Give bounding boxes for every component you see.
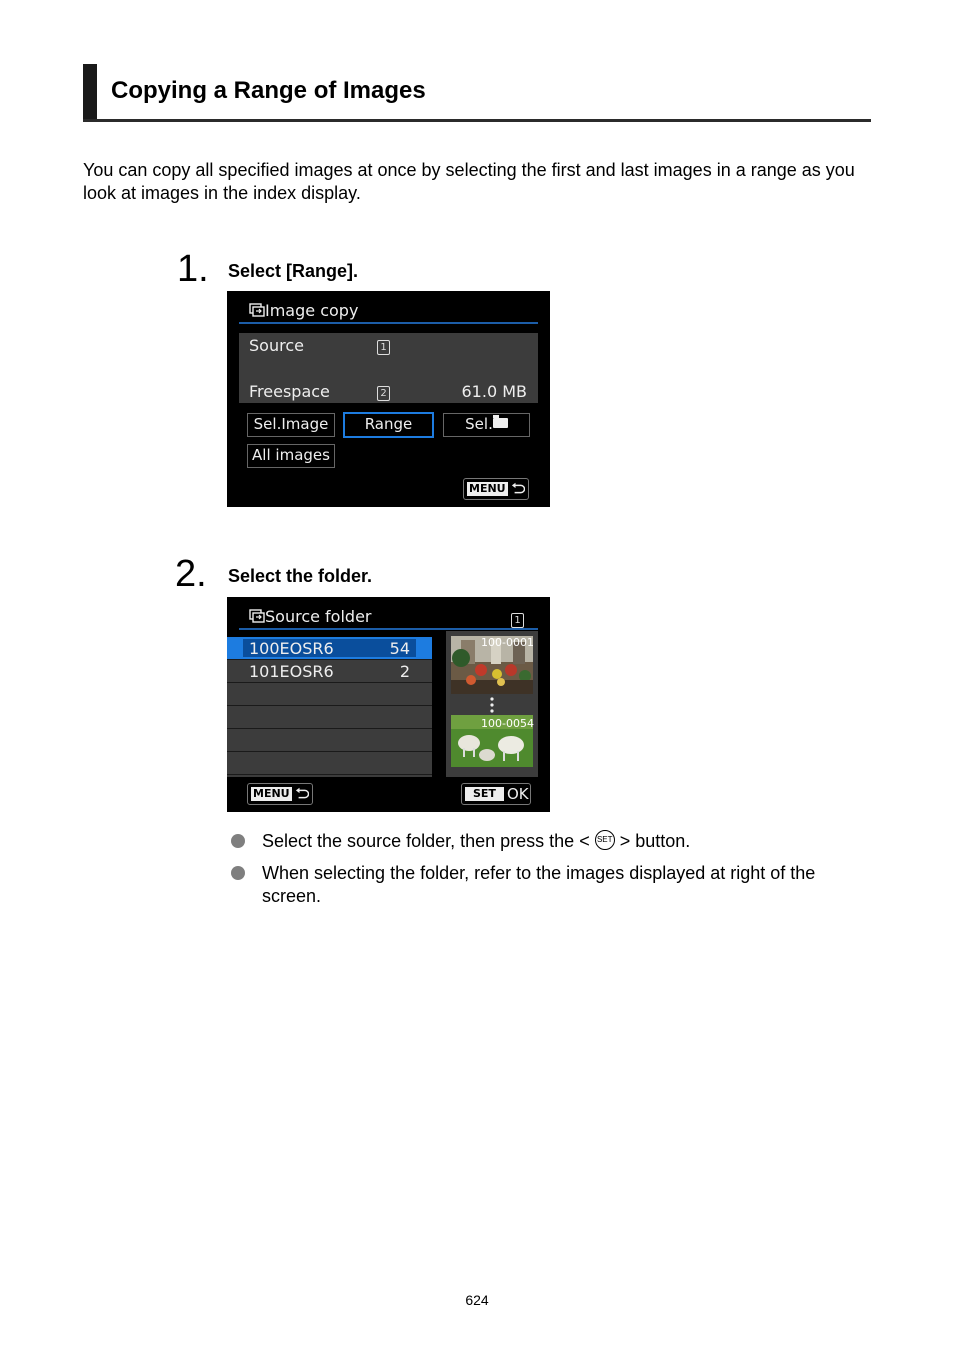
intro-paragraph: You can copy all specified images at once by selecting the first and last images in a range as you look at images in the index display. bbox=[83, 160, 855, 203]
menu-back-button[interactable] bbox=[463, 478, 529, 500]
ok-label: OK bbox=[506, 785, 529, 803]
page-number: 624 bbox=[465, 1292, 489, 1308]
empty-row bbox=[227, 752, 432, 775]
set-ok-button[interactable] bbox=[461, 783, 531, 805]
folder-list bbox=[227, 637, 432, 777]
bullet-1-post: > button. bbox=[619, 831, 691, 851]
title-rule bbox=[239, 322, 538, 324]
folder-name: 100EOSR6 bbox=[249, 639, 334, 658]
folder-row[interactable] bbox=[227, 660, 432, 683]
empty-row bbox=[227, 706, 432, 729]
source-folder-title bbox=[249, 607, 371, 626]
menu-label: MENU bbox=[469, 482, 506, 495]
step-2-label: Select the folder. bbox=[228, 566, 373, 586]
freespace-value: 61.0 MB bbox=[461, 382, 527, 401]
source-folder-screen bbox=[227, 597, 550, 812]
first-image-number: 100-0001 bbox=[481, 636, 534, 649]
last-image-number: 100-0054 bbox=[481, 717, 534, 730]
freespace-card-icon: 2 bbox=[377, 381, 390, 401]
ellipsis-icon bbox=[489, 697, 495, 713]
folder-row[interactable] bbox=[227, 637, 432, 660]
set-label: SET bbox=[465, 787, 504, 801]
folder-count: 54 bbox=[389, 639, 410, 658]
bullet-dot bbox=[231, 834, 245, 848]
step-1-number: 1. bbox=[177, 248, 209, 290]
bullet-1-pre: Select the source folder, then press the < bbox=[262, 831, 590, 851]
step-2-number: 2. bbox=[175, 553, 207, 595]
image-copy-title bbox=[249, 301, 358, 320]
folder-count: 2 bbox=[399, 662, 410, 681]
menu-label: MENU bbox=[253, 787, 290, 800]
return-icon bbox=[511, 482, 525, 496]
section-heading bbox=[83, 64, 871, 122]
return-icon bbox=[295, 787, 309, 801]
thumbnail-panel bbox=[446, 631, 538, 777]
folder-name: 101EOSR6 bbox=[249, 662, 334, 681]
title-rule bbox=[239, 628, 538, 630]
image-copy-screen bbox=[227, 291, 550, 507]
image-copy-title-text: Image copy bbox=[265, 301, 359, 320]
card-icon: 1 bbox=[511, 608, 524, 628]
folder-icon bbox=[493, 418, 508, 428]
all-images-button[interactable]: All images bbox=[247, 444, 335, 468]
step-1-label: Select [Range]. bbox=[228, 261, 359, 281]
copy-icon bbox=[249, 303, 265, 317]
bullet-dot bbox=[231, 866, 245, 880]
sel-image-button[interactable]: Sel.Image bbox=[247, 413, 335, 437]
set-button-icon: SET bbox=[595, 830, 615, 850]
bullet-text-1 bbox=[262, 830, 872, 853]
empty-row bbox=[227, 683, 432, 706]
empty-row bbox=[227, 729, 432, 752]
range-button[interactable]: Range bbox=[343, 412, 434, 438]
menu-back-button[interactable] bbox=[247, 783, 313, 805]
info-panel bbox=[239, 333, 538, 403]
sel-folder-label: Sel. bbox=[465, 415, 493, 433]
copy-icon bbox=[249, 609, 265, 623]
sel-folder-button[interactable] bbox=[443, 413, 530, 437]
source-folder-title-text: Source folder bbox=[265, 607, 372, 626]
source-card-icon: 1 bbox=[377, 335, 390, 355]
source-label: Source bbox=[249, 336, 304, 355]
bullet-text-2: When selecting the folder, refer to the images displayed at right of the screen. bbox=[262, 863, 816, 906]
heading-title: Copying a Range of Images bbox=[111, 77, 426, 104]
heading-bar bbox=[83, 64, 97, 119]
freespace-label: Freespace bbox=[249, 382, 330, 401]
